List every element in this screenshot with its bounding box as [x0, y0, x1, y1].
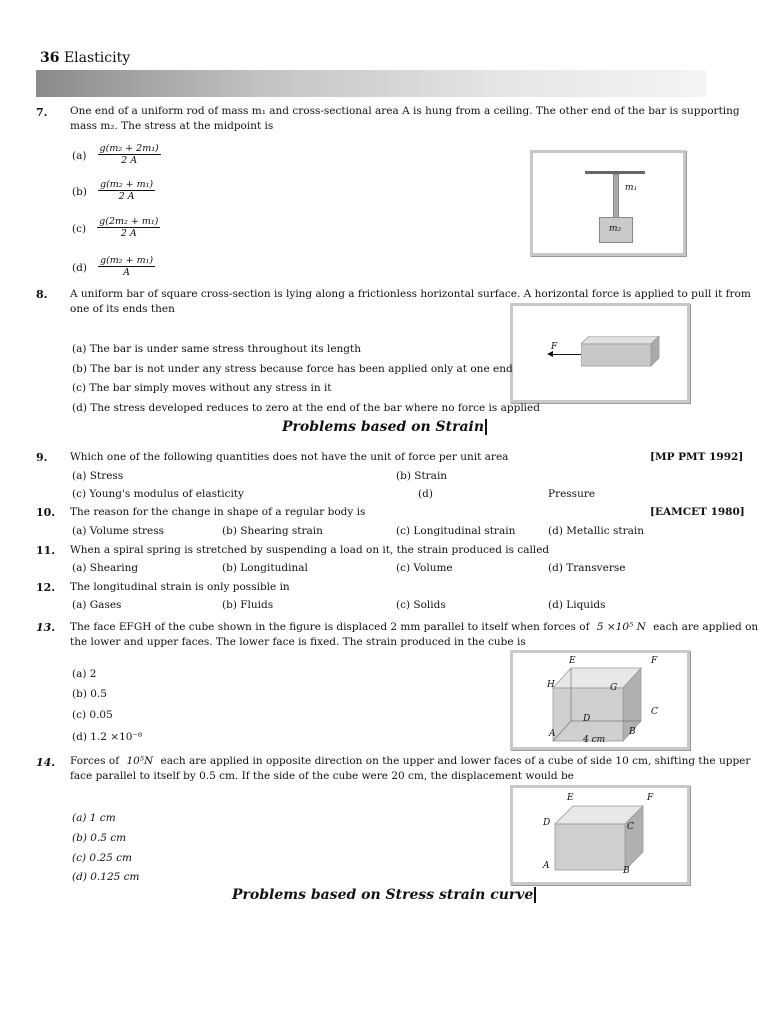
q8-option-d: (d) The stress developed reduces to zero at the end of the bar where no force is applied	[72, 402, 540, 414]
denominator: 2 A	[118, 191, 135, 202]
q7-option-b	[72, 179, 155, 202]
label-F: F	[647, 793, 654, 803]
m1-label: m₁	[625, 183, 638, 193]
q10-text: The reason for the change in shape of a regular body is	[70, 506, 366, 518]
q13-figure-cube	[510, 650, 690, 750]
arrow-head	[547, 351, 553, 357]
q14-text-part1: Forces of	[70, 755, 120, 767]
q13-option-c: (c) 0.05	[72, 709, 113, 721]
q11-option-d: (d) Transverse	[548, 562, 626, 574]
q7-option-c	[72, 216, 160, 239]
label-C: C	[627, 822, 634, 832]
q7-option-d	[72, 255, 155, 278]
q9-option-d-label: (d)	[418, 488, 433, 500]
label-E: E	[567, 793, 574, 803]
option-label: (b)	[72, 186, 87, 198]
numerator: g(m₂ + m₁)	[100, 255, 154, 266]
q10-option-a: (a) Volume stress	[72, 525, 164, 537]
q13-text-2: the lower and upper faces. The lower face is fixed. The strain produced in the cube is	[70, 636, 526, 648]
section-heading-stress-strain-curve: Problems based on Stress strain curve	[232, 887, 536, 903]
q8-option-b: (b) The bar is not under any stress because force has been applied only at one end	[72, 363, 513, 375]
q10-option-c: (c) Longitudinal strain	[396, 525, 516, 537]
q10-reference: [EAMCET 1980]	[650, 506, 745, 518]
q13-number: 13.	[36, 621, 56, 634]
q10-number: 10.	[36, 506, 56, 519]
q14-text-part2: each are applied in opposite direction on the upper and lower faces of a cube of side 10 cm, shifting the upper	[160, 755, 751, 767]
q14-force: 10⁵N	[126, 755, 154, 767]
q14-option-d: (d) 0.125 cm	[72, 871, 140, 883]
numerator: g(m₂ + 2m₁)	[99, 143, 159, 154]
m2-label: m₂	[609, 224, 622, 234]
numerator: g(m₂ + m₁)	[100, 179, 154, 190]
q7-text: One end of a uniform rod of mass m₁ and cross-sectional area A is hung from a ceiling. The other end of the bar is supporting	[70, 105, 740, 117]
option-label: (a)	[72, 150, 87, 162]
header-bar	[36, 70, 706, 97]
q11-option-c: (c) Volume	[396, 562, 453, 574]
q14-number: 14.	[36, 756, 56, 769]
label-B: B	[629, 727, 636, 737]
fraction	[97, 216, 160, 239]
q14-option-c: (c) 0.25 cm	[72, 852, 132, 864]
force-label: F	[551, 342, 558, 352]
page-header	[40, 50, 130, 66]
q7-text-2: mass m₂. The stress at the midpoint is	[70, 120, 274, 132]
label-E: E	[569, 656, 576, 666]
label-D: D	[583, 714, 591, 724]
q13-text-part2: each are applied on	[653, 621, 759, 633]
q9-reference: [MP PMT 1992]	[650, 451, 744, 463]
denominator: 2 A	[120, 228, 137, 239]
rod	[613, 174, 619, 221]
q12-text: The longitudinal strain is only possible in	[70, 581, 290, 593]
q11-text: When a spiral spring is stretched by suspending a load on it, the strain produced is called	[70, 544, 550, 556]
cube-shape	[513, 653, 687, 747]
label-F: F	[651, 656, 658, 666]
q8-option-a: (a) The bar is under same stress throughout its length	[72, 343, 362, 355]
q12-option-a: (a) Gases	[72, 599, 122, 611]
q12-number: 12.	[36, 581, 56, 594]
q7-option-a	[72, 143, 161, 166]
numerator: g(2m₂ + m₁)	[99, 216, 159, 227]
chapter-title: Elasticity	[63, 50, 131, 66]
q14-text	[70, 754, 750, 768]
label-D: D	[543, 818, 551, 828]
q9-option-c: (c) Young's modulus of elasticity	[72, 488, 244, 500]
q11-number: 11.	[36, 544, 56, 557]
q13-text-part1: The face EFGH of the cube shown in the figure is displaced 2 mm parallel to itself when forces of	[70, 621, 590, 633]
q9-option-a: (a) Stress	[72, 470, 124, 482]
label-G: G	[610, 683, 618, 693]
fraction	[98, 255, 155, 278]
q13-option-a: (a) 2	[72, 668, 97, 680]
q9-option-d-text: Pressure	[548, 488, 596, 500]
length-label: 4 cm	[583, 735, 606, 745]
q7-number: 7.	[36, 106, 48, 119]
q13-option-b: (b) 0.5	[72, 688, 107, 700]
q13-force: 5 ×10⁵ N	[596, 621, 646, 633]
page-number: 36	[40, 50, 60, 66]
q8-figure-bar	[510, 303, 690, 403]
q9-option-b: (b) Strain	[396, 470, 448, 482]
label-B: B	[623, 866, 630, 876]
q12-option-c: (c) Solids	[396, 599, 446, 611]
q10-option-b: (b) Shearing strain	[222, 525, 323, 537]
q8-text: A uniform bar of square cross-section is lying along a frictionless horizontal surface. A horizontal force is applied to pull it from	[70, 288, 751, 300]
label-C: C	[651, 707, 658, 717]
q14-option-b: (b) 0.5 cm	[72, 832, 127, 844]
q12-option-b: (b) Fluids	[222, 599, 274, 611]
cube-shape	[513, 788, 687, 882]
q13-text	[70, 620, 758, 634]
q14-figure-cube	[510, 785, 690, 885]
denominator: 2 A	[121, 155, 138, 166]
fraction	[98, 143, 161, 166]
q14-option-a: (a) 1 cm	[72, 812, 116, 824]
q14-text-2: face parallel to itself by 0.5 cm. If the side of the cube were 20 cm, the displacement would be	[70, 770, 574, 782]
q13-option-d: (d) 1.2 ×10⁻⁸	[72, 731, 143, 743]
option-label: (c)	[72, 223, 87, 235]
section-heading-strain: Problems based on Strain	[282, 419, 487, 435]
q8-option-c: (c) The bar simply moves without any stress in it	[72, 382, 332, 394]
label-A: A	[543, 861, 550, 871]
label-A: A	[549, 729, 556, 739]
q9-text: Which one of the following quantities does not have the unit of force per unit area	[70, 451, 509, 463]
force-arrow	[551, 354, 581, 355]
q11-option-a: (a) Shearing	[72, 562, 139, 574]
q9-number: 9.	[36, 451, 48, 464]
bar-shape	[581, 336, 661, 368]
q11-option-b: (b) Longitudinal	[222, 562, 308, 574]
q10-option-d: (d) Metallic strain	[548, 525, 644, 537]
denominator: A	[123, 267, 131, 278]
fraction	[98, 179, 155, 202]
q7-figure-rod-mass	[530, 150, 686, 256]
q8-number: 8.	[36, 288, 48, 301]
mass-block	[599, 217, 633, 243]
label-H: H	[547, 680, 555, 690]
q8-text-2: one of its ends then	[70, 303, 175, 315]
option-label: (d)	[72, 262, 87, 274]
q12-option-d: (d) Liquids	[548, 599, 606, 611]
